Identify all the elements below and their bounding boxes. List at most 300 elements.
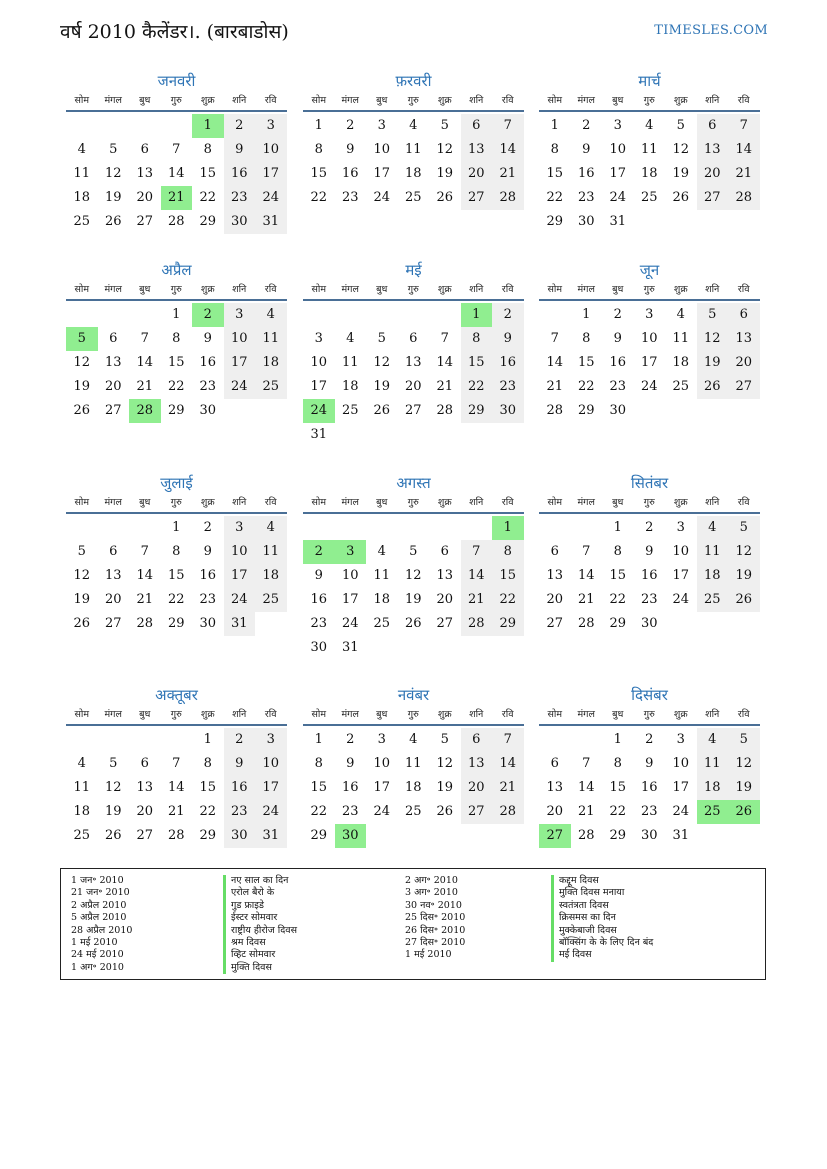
weekday-label: मंगल — [341, 284, 359, 295]
weekday-label: शनि — [469, 284, 484, 295]
month-block — [66, 472, 287, 631]
day-cell: 27 — [728, 375, 760, 399]
day-cell: 7 — [728, 114, 760, 138]
day-cell: 11 — [640, 142, 658, 157]
day-cell: 12 — [73, 355, 91, 370]
day-cell: 18 — [341, 379, 359, 394]
month-title: मई — [405, 261, 422, 279]
weekday-label: शुक्र — [673, 284, 688, 295]
day-cell: 10 — [224, 327, 256, 351]
day-cell: 6 — [440, 544, 449, 559]
day-cell: 22 — [492, 588, 524, 612]
day-cell: 1 — [314, 732, 323, 747]
day-cell: 2 — [303, 540, 335, 564]
day-cell: 6 — [409, 331, 418, 346]
weekday-header — [303, 706, 524, 726]
day-cell: 14 — [136, 568, 154, 583]
day-cell: 5 — [697, 303, 729, 327]
day-cell: 3 — [676, 732, 685, 747]
day-cell: 12 — [373, 355, 391, 370]
day-cell: 6 — [728, 303, 760, 327]
day-cell: 18 — [373, 592, 391, 607]
weekday-header — [539, 281, 760, 301]
day-cell: 9 — [582, 142, 591, 157]
day-cell: 1 — [172, 307, 181, 322]
weekday-label: शनि — [232, 284, 247, 295]
weekday-label: गुरु — [407, 284, 419, 295]
day-cell: 13 — [104, 355, 122, 370]
day-cell: 29 — [546, 214, 564, 229]
holiday-date: 30 नव॰ 2010 — [405, 899, 462, 911]
weekday-label: मंगल — [104, 284, 122, 295]
day-cell: 3 — [613, 118, 622, 133]
weekday-header — [539, 92, 760, 112]
day-cell: 24 — [373, 804, 391, 819]
day-cell: 31 — [609, 214, 627, 229]
day-cell: 8 — [613, 756, 622, 771]
day-cell: 13 — [697, 138, 729, 162]
day-cell: 20 — [136, 804, 154, 819]
day-cell: 17 — [672, 568, 690, 583]
day-cell: 5 — [109, 756, 118, 771]
holiday-date: 25 दिस॰ 2010 — [405, 912, 466, 924]
day-cell: 8 — [172, 331, 181, 346]
day-cell: 12 — [404, 568, 422, 583]
day-cell: 28 — [492, 186, 524, 210]
day-cell: 16 — [341, 166, 359, 181]
day-cell: 5 — [676, 118, 685, 133]
month-block — [66, 684, 287, 843]
day-cell: 30 — [640, 828, 658, 843]
weekday-label: सोम — [74, 95, 90, 106]
day-cell: 8 — [203, 756, 212, 771]
site-link[interactable]: TIMESLES.COM — [654, 23, 768, 38]
day-cell: 9 — [613, 331, 622, 346]
day-cell: 29 — [199, 214, 217, 229]
day-cell: 8 — [550, 142, 559, 157]
weekday-header — [66, 494, 287, 514]
day-cell: 14 — [436, 355, 454, 370]
day-cell: 20 — [697, 162, 729, 186]
day-cell: 18 — [73, 190, 91, 205]
day-cell: 2 — [582, 118, 591, 133]
day-cell: 11 — [404, 756, 422, 771]
day-cell: 19 — [728, 776, 760, 800]
day-cell: 26 — [728, 588, 760, 612]
day-cell: 24 — [255, 800, 287, 824]
day-cell: 5 — [728, 516, 760, 540]
day-cell: 2 — [492, 303, 524, 327]
month-title: फ़रवरी — [395, 72, 432, 90]
day-cell: 3 — [377, 732, 386, 747]
weekday-label: सोम — [74, 709, 90, 720]
holiday-name: नए साल का दिन — [223, 875, 297, 887]
day-cell: 2 — [203, 520, 212, 535]
day-cell: 28 — [577, 828, 595, 843]
holiday-date: 27 दिस॰ 2010 — [405, 936, 466, 948]
day-cell: 27 — [104, 403, 122, 418]
day-cell: 31 — [255, 210, 287, 234]
weekday-label: रवि — [737, 709, 750, 720]
day-cell: 25 — [672, 379, 690, 394]
day-cell: 20 — [728, 351, 760, 375]
day-cell: 21 — [492, 776, 524, 800]
day-cell: 4 — [697, 728, 729, 752]
month-title: अगस्त — [396, 474, 431, 492]
day-cell: 5 — [440, 732, 449, 747]
day-cell: 16 — [310, 592, 328, 607]
day-cell: 1 — [461, 303, 493, 327]
day-cell: 21 — [577, 592, 595, 607]
day-cell: 18 — [697, 776, 729, 800]
day-cell: 6 — [140, 756, 149, 771]
day-cell: 12 — [436, 142, 454, 157]
day-cell: 29 — [310, 828, 328, 843]
day-cell: 15 — [167, 355, 185, 370]
day-cell: 10 — [373, 142, 391, 157]
day-cell: 27 — [461, 800, 493, 824]
day-cell: 16 — [492, 351, 524, 375]
month-title: अप्रैल — [161, 261, 192, 279]
day-cell: 11 — [672, 331, 690, 346]
day-cell: 12 — [104, 166, 122, 181]
day-cell: 4 — [409, 118, 418, 133]
day-cell: 3 — [255, 114, 287, 138]
day-cell: 24 — [224, 588, 256, 612]
weekday-label: सोम — [547, 709, 563, 720]
day-cell: 11 — [255, 540, 287, 564]
day-cell: 20 — [136, 190, 154, 205]
day-cell: 20 — [546, 592, 564, 607]
day-cell: 19 — [404, 592, 422, 607]
day-cell: 19 — [436, 166, 454, 181]
holiday-name: श्रम दिवस — [223, 937, 297, 949]
day-cell: 9 — [346, 756, 355, 771]
day-cell: 23 — [199, 379, 217, 394]
weekday-label: बुध — [376, 497, 388, 508]
day-cell: 15 — [461, 351, 493, 375]
day-cell: 23 — [609, 379, 627, 394]
day-cell: 23 — [577, 190, 595, 205]
holiday-date: 1 अग॰ 2010 — [71, 961, 124, 973]
day-cell: 7 — [492, 114, 524, 138]
day-cell: 5 — [409, 544, 418, 559]
day-cell: 25 — [255, 588, 287, 612]
day-cell: 10 — [255, 138, 287, 162]
month-block — [539, 472, 760, 631]
day-cell: 12 — [697, 327, 729, 351]
day-cell: 18 — [672, 355, 690, 370]
day-cell: 19 — [436, 780, 454, 795]
day-cell: 16 — [640, 780, 658, 795]
weekday-label: गुरु — [170, 95, 182, 106]
weekday-label: शुक्र — [437, 497, 452, 508]
day-cell: 9 — [645, 756, 654, 771]
holiday-name: व्हिट सोमवार — [223, 949, 297, 961]
day-cell: 21 — [577, 804, 595, 819]
day-cell: 12 — [436, 756, 454, 771]
weekday-label: शुक्र — [200, 95, 215, 106]
day-cell: 30 — [310, 640, 328, 655]
day-cell: 23 — [341, 190, 359, 205]
day-cell: 2 — [645, 732, 654, 747]
day-cell: 7 — [140, 544, 149, 559]
weekday-label: शनि — [232, 497, 247, 508]
weekday-label: गुरु — [407, 497, 419, 508]
day-cell: 21 — [461, 588, 493, 612]
day-cell: 10 — [609, 142, 627, 157]
day-cell: 30 — [199, 403, 217, 418]
day-cell: 10 — [224, 540, 256, 564]
day-cell: 21 — [136, 379, 154, 394]
weekday-label: सोम — [547, 95, 563, 106]
weekday-label: शुक्र — [673, 95, 688, 106]
weekday-label: सोम — [311, 284, 327, 295]
weekday-label: सोम — [547, 284, 563, 295]
day-cell: 14 — [136, 355, 154, 370]
day-cell: 21 — [136, 592, 154, 607]
day-cell: 19 — [104, 804, 122, 819]
day-cell: 5 — [77, 544, 86, 559]
weekday-label: बुध — [376, 709, 388, 720]
day-cell: 25 — [373, 616, 391, 631]
weekday-label: बुध — [139, 497, 151, 508]
day-cell: 16 — [609, 355, 627, 370]
day-cell: 25 — [404, 804, 422, 819]
day-cell: 25 — [73, 214, 91, 229]
day-cell: 6 — [461, 114, 493, 138]
month-title: मार्च — [638, 72, 661, 90]
day-cell: 10 — [255, 752, 287, 776]
weekday-label: गुरु — [170, 497, 182, 508]
weekday-label: सोम — [74, 284, 90, 295]
day-cell: 20 — [461, 162, 493, 186]
weekday-label: शनि — [705, 95, 720, 106]
day-cell: 25 — [341, 403, 359, 418]
day-cell: 3 — [676, 520, 685, 535]
day-cell: 29 — [167, 616, 185, 631]
day-cell: 11 — [73, 166, 91, 181]
day-cell: 30 — [199, 616, 217, 631]
day-cell: 25 — [73, 828, 91, 843]
weekday-label: मंगल — [577, 95, 595, 106]
weekday-label: मंगल — [577, 497, 595, 508]
day-cell: 28 — [461, 612, 493, 636]
day-cell: 14 — [461, 564, 493, 588]
day-cell: 8 — [314, 756, 323, 771]
holiday-date: 24 मई 2010 — [71, 949, 124, 961]
day-cell: 6 — [461, 728, 493, 752]
day-cell: 12 — [728, 540, 760, 564]
day-cell: 5 — [109, 142, 118, 157]
holiday-name-column — [223, 875, 297, 974]
day-cell: 4 — [255, 303, 287, 327]
holiday-name: एरोल बैरो के — [223, 887, 297, 899]
day-cell: 20 — [436, 592, 454, 607]
day-cell: 30 — [335, 824, 367, 848]
weekday-label: रवि — [737, 95, 750, 106]
day-cell: 22 — [310, 804, 328, 819]
month-block — [303, 472, 524, 655]
day-cell: 14 — [167, 780, 185, 795]
day-cell: 9 — [224, 138, 256, 162]
day-cell: 19 — [73, 592, 91, 607]
day-cell: 4 — [645, 118, 654, 133]
weekday-label: शनि — [232, 95, 247, 106]
holiday-name: बॉक्सिंग के के लिए दिन बंद — [551, 937, 653, 949]
day-cell: 22 — [199, 190, 217, 205]
day-cell: 28 — [136, 616, 154, 631]
day-cell: 2 — [613, 307, 622, 322]
day-cell: 28 — [436, 403, 454, 418]
holiday-name: राष्ट्रीय हीरोज दिवस — [223, 925, 297, 937]
day-cell: 26 — [436, 190, 454, 205]
holiday-date: 2 अग॰ 2010 — [405, 875, 458, 886]
day-cell: 23 — [224, 800, 256, 824]
day-cell: 15 — [310, 780, 328, 795]
weekday-label: सोम — [74, 497, 90, 508]
weekday-label: गुरु — [643, 284, 655, 295]
day-cell: 6 — [109, 544, 118, 559]
day-cell: 1 — [192, 114, 224, 138]
weekday-label: गुरु — [643, 95, 655, 106]
weekday-label: मंगल — [104, 709, 122, 720]
weekday-label: रवि — [501, 95, 514, 106]
day-cell: 12 — [728, 752, 760, 776]
day-cell: 6 — [140, 142, 149, 157]
holiday-name: मई दिवस — [551, 949, 653, 961]
day-cell: 4 — [255, 516, 287, 540]
day-cell: 10 — [640, 331, 658, 346]
day-cell: 13 — [461, 138, 493, 162]
day-cell: 8 — [172, 544, 181, 559]
day-cell: 23 — [640, 804, 658, 819]
holiday-name: क्रिसमस का दिन — [551, 912, 653, 924]
day-cell: 6 — [550, 544, 559, 559]
day-cell: 7 — [492, 728, 524, 752]
day-cell: 19 — [728, 564, 760, 588]
day-cell: 24 — [341, 616, 359, 631]
day-cell: 31 — [672, 828, 690, 843]
day-cell: 2 — [346, 118, 355, 133]
weekday-label: शुक्र — [437, 709, 452, 720]
day-cell: 18 — [255, 564, 287, 588]
day-cell: 21 — [728, 162, 760, 186]
weekday-label: बुध — [612, 709, 624, 720]
day-cell: 22 — [577, 379, 595, 394]
day-cell: 15 — [199, 780, 217, 795]
day-cell: 24 — [224, 375, 256, 399]
holiday-name: ईस्टर सोमवार — [223, 912, 297, 924]
holiday-name: मुक्ति दिवस — [223, 962, 297, 974]
day-cell: 20 — [404, 379, 422, 394]
day-cell: 7 — [172, 142, 181, 157]
day-cell: 9 — [645, 544, 654, 559]
day-cell: 14 — [492, 138, 524, 162]
weekday-label: रवि — [501, 709, 514, 720]
day-cell: 7 — [140, 331, 149, 346]
weekday-label: बुध — [376, 95, 388, 106]
day-cell: 17 — [373, 166, 391, 181]
day-cell: 21 — [167, 804, 185, 819]
day-cell: 3 — [314, 331, 323, 346]
day-cell: 5 — [377, 331, 386, 346]
holiday-date: 2 अप्रैल 2010 — [71, 899, 127, 911]
day-cell: 1 — [314, 118, 323, 133]
month-title: जून — [639, 261, 660, 279]
weekday-label: बुध — [376, 284, 388, 295]
day-cell: 31 — [341, 640, 359, 655]
day-cell: 26 — [728, 800, 760, 824]
day-cell: 22 — [167, 592, 185, 607]
day-cell: 27 — [697, 186, 729, 210]
weekday-label: मंगल — [341, 95, 359, 106]
day-cell: 15 — [609, 780, 627, 795]
day-cell: 24 — [672, 804, 690, 819]
day-cell: 27 — [539, 824, 571, 848]
day-cell: 20 — [546, 804, 564, 819]
day-cell: 7 — [550, 331, 559, 346]
day-cell: 17 — [341, 592, 359, 607]
weekday-label: बुध — [139, 709, 151, 720]
day-cell: 28 — [728, 186, 760, 210]
day-cell: 15 — [609, 568, 627, 583]
weekday-label: रवि — [264, 497, 277, 508]
month-block — [303, 70, 524, 205]
day-cell: 4 — [346, 331, 355, 346]
day-cell: 31 — [310, 427, 328, 442]
holiday-date: 21 जन॰ 2010 — [71, 887, 130, 899]
day-cell: 22 — [546, 190, 564, 205]
day-cell: 26 — [73, 616, 91, 631]
holiday-date: 26 दिस॰ 2010 — [405, 924, 466, 936]
day-cell: 18 — [255, 351, 287, 375]
weekday-label: गुरु — [407, 709, 419, 720]
day-cell: 23 — [492, 375, 524, 399]
day-cell: 20 — [461, 776, 493, 800]
day-cell: 2 — [346, 732, 355, 747]
weekday-header — [66, 706, 287, 726]
holiday-name: गुड फ्राइडे — [223, 900, 297, 912]
day-cell: 4 — [676, 307, 685, 322]
day-cell: 28 — [577, 616, 595, 631]
day-cell: 26 — [104, 214, 122, 229]
day-cell: 17 — [255, 776, 287, 800]
day-cell: 7 — [440, 331, 449, 346]
holiday-date-column — [405, 875, 465, 962]
day-cell: 19 — [373, 379, 391, 394]
weekday-label: बुध — [139, 284, 151, 295]
day-cell: 21 — [161, 186, 193, 210]
month-block — [303, 684, 524, 843]
day-cell: 8 — [582, 331, 591, 346]
day-cell: 21 — [436, 379, 454, 394]
day-cell: 3 — [335, 540, 367, 564]
day-cell: 7 — [172, 756, 181, 771]
holiday-date: 1 मई 2010 — [71, 936, 118, 948]
month-block — [539, 684, 760, 843]
day-cell: 17 — [609, 166, 627, 181]
day-cell: 21 — [546, 379, 564, 394]
day-cell: 24 — [373, 190, 391, 205]
weekday-label: बुध — [612, 284, 624, 295]
holiday-name-column — [551, 875, 653, 962]
day-cell: 1 — [613, 732, 622, 747]
weekday-label: सोम — [311, 497, 327, 508]
day-cell: 16 — [224, 776, 256, 800]
day-cell: 14 — [577, 780, 595, 795]
weekday-header — [303, 494, 524, 514]
